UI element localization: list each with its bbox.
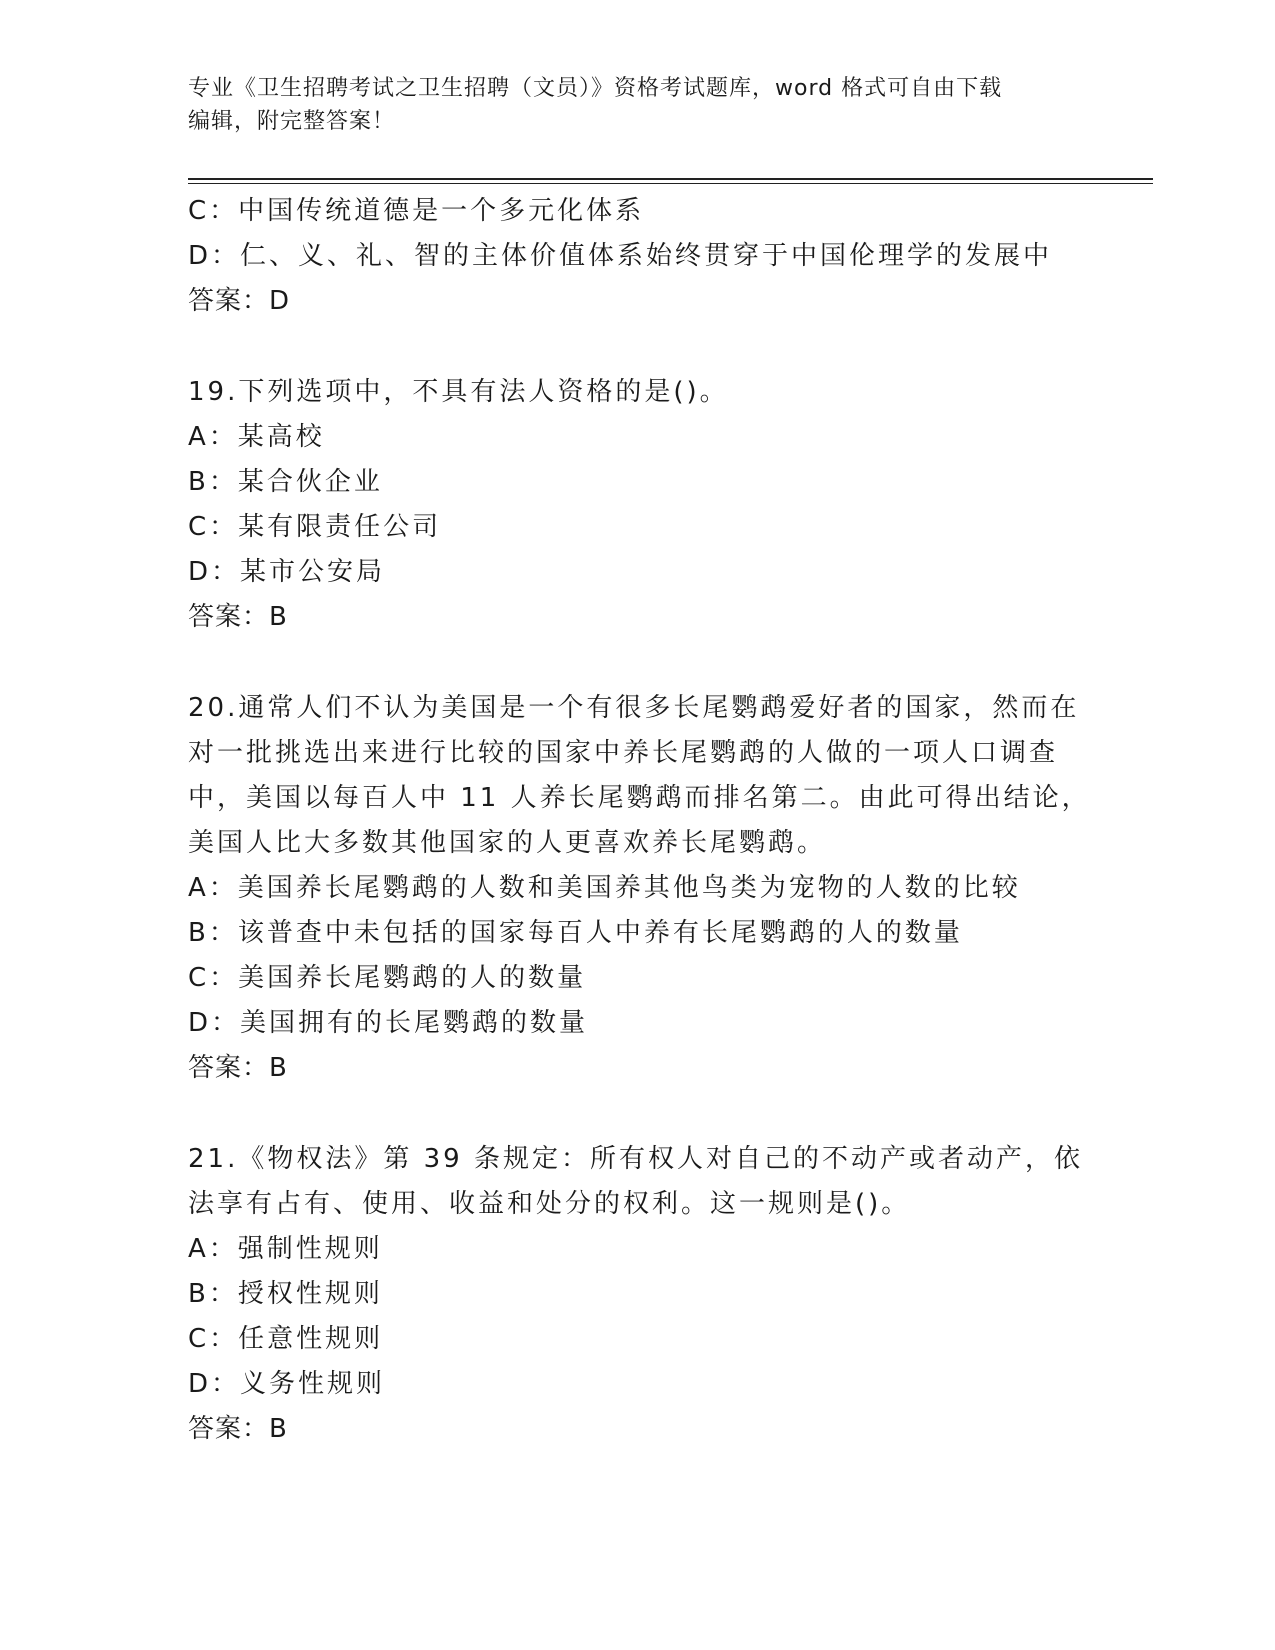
option-b: B：该普查中未包括的国家每百人中养有长尾鹦鹉的人的数量 (188, 918, 963, 948)
question-block-21 (188, 1137, 1088, 1452)
question-stem: 法享有占有、使用、收益和处分的权利。这一规则是()。 (188, 1189, 911, 1219)
spacer (188, 1091, 1088, 1137)
option-d: D：某市公安局 (188, 557, 386, 587)
question-block-19 (188, 370, 1088, 640)
question-block-prev (188, 189, 1088, 324)
option-b: B：某合伙企业 (188, 467, 383, 497)
header-divider-thin (188, 183, 1153, 184)
option-a: A：某高校 (188, 422, 325, 452)
header-line-1: 专业《卫生招聘考试之卫生招聘（文员）》资格考试题库，word 格式可自由下载 (188, 76, 1003, 101)
spacer (188, 640, 1088, 686)
header-divider (188, 178, 1153, 180)
question-stem: 21.《物权法》第 39 条规定：所有权人对自己的不动产或者动产，依 (188, 1144, 1083, 1174)
option-a: A：美国养长尾鹦鹉的人数和美国养其他鸟类为宠物的人数的比较 (188, 873, 1021, 903)
document-body (188, 189, 1091, 1452)
option-c: C：中国传统道德是一个多元化体系 (188, 196, 645, 226)
option-a: A：强制性规则 (188, 1234, 383, 1264)
answer: 答案：D (188, 286, 291, 316)
option-c: C：任意性规则 (188, 1324, 384, 1354)
option-c: C：某有限责任公司 (188, 512, 442, 542)
option-d: D：义务性规则 (188, 1369, 386, 1399)
question-block-20 (188, 686, 1091, 1091)
answer: 答案：B (188, 1414, 288, 1444)
answer: 答案：B (188, 602, 288, 632)
question-stem: 中，美国以每百人中 11 人养长尾鹦鹉而排名第二。由此可得出结论， (188, 783, 1091, 813)
question-stem: 19.下列选项中，不具有法人资格的是()。 (188, 377, 729, 407)
answer: 答案：B (188, 1053, 288, 1083)
page-header (188, 72, 1068, 138)
question-stem: 20.通常人们不认为美国是一个有很多长尾鹦鹉爱好者的国家，然而在 (188, 693, 1080, 723)
question-stem: 对一批挑选出来进行比较的国家中养长尾鹦鹉的人做的一项人口调查 (188, 738, 1059, 768)
header-line-2: 编辑，附完整答案！ (188, 109, 396, 134)
option-d: D：美国拥有的长尾鹦鹉的数量 (188, 1008, 589, 1038)
question-stem: 美国人比大多数其他国家的人更喜欢养长尾鹦鹉。 (188, 828, 827, 858)
spacer (188, 324, 1088, 370)
option-c: C：美国养长尾鹦鹉的人的数量 (188, 963, 587, 993)
option-b: B：授权性规则 (188, 1279, 383, 1309)
option-d: D：仁、义、礼、智的主体价值体系始终贯穿于中国伦理学的发展中 (188, 241, 1053, 271)
